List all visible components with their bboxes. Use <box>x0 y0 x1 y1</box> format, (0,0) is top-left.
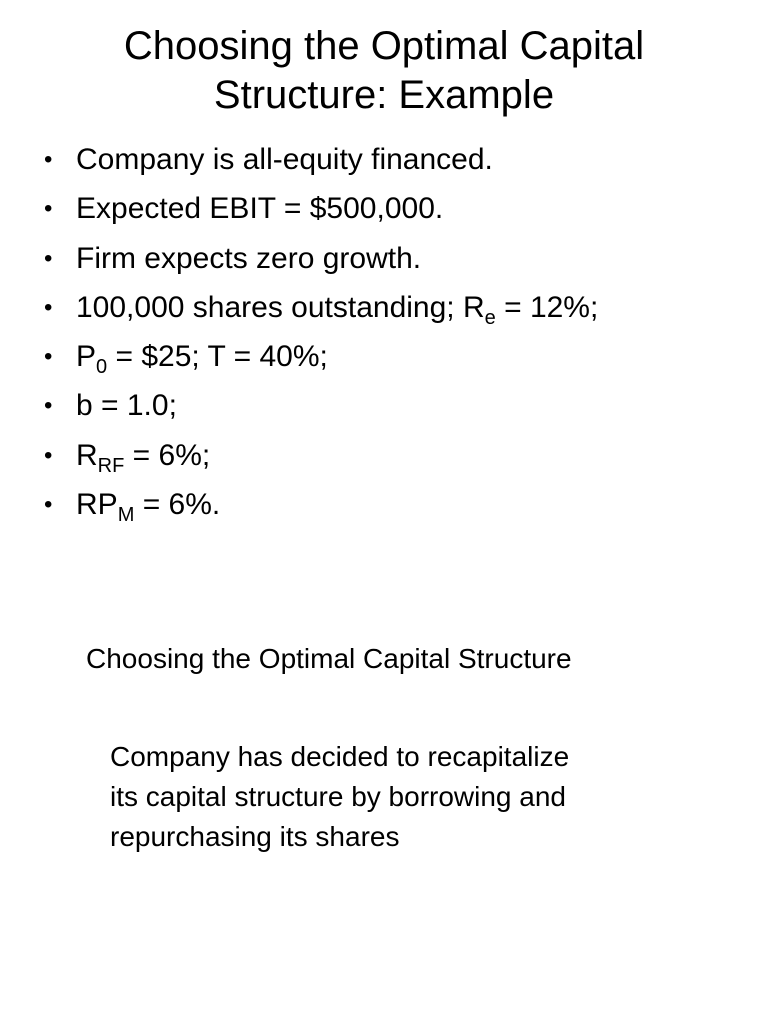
bullet-dot-icon: • <box>44 146 53 173</box>
bullet-text-tail: = 6%. <box>134 488 221 522</box>
bullet-item-ebit <box>44 186 598 235</box>
bullet-item-shares-cost-of-equity <box>44 285 598 334</box>
bullet-subscript: e <box>484 306 496 329</box>
bullet-text-main: RP <box>76 488 118 522</box>
recapitalization-paragraph <box>110 737 710 857</box>
bullet-subscript: M <box>117 504 135 527</box>
bullet-text: Expected EBIT = $500,000. <box>76 192 444 226</box>
bullet-item-all-equity <box>44 137 598 186</box>
bullet-subscript: 0 <box>96 356 108 379</box>
bullet-text-tail: = $25; T = 40%; <box>107 340 328 374</box>
bullet-item-zero-growth <box>44 236 598 285</box>
bullet-subscript: RF <box>97 454 125 477</box>
assumptions-bullet-list <box>44 137 598 531</box>
bullet-dot-icon: • <box>44 392 53 420</box>
bullet-text: Firm expects zero growth. <box>76 241 422 275</box>
bullet-text-tail: = 12%; <box>495 290 599 324</box>
bullet-item-risk-free-rate <box>44 433 598 482</box>
paragraph-line-3: repurchasing its shares <box>110 821 400 852</box>
bullet-item-beta <box>44 383 598 432</box>
slide-title-line-2: Structure: Example <box>213 73 555 117</box>
bullet-text-main: 100,000 shares outstanding; R <box>76 290 485 324</box>
bullet-text-main: P <box>76 340 97 374</box>
bullet-text: b = 1.0; <box>76 389 177 423</box>
bullet-dot-icon: • <box>44 244 53 272</box>
bullet-dot-icon: • <box>44 441 53 469</box>
bullet-item-price-tax <box>44 334 598 383</box>
bullet-dot-icon: • <box>44 293 53 321</box>
paragraph-line-1: Company has decided to recapitalize <box>110 741 570 772</box>
bullet-item-market-risk-premium <box>44 482 598 531</box>
bullet-dot-icon: • <box>44 195 53 223</box>
bullet-text: Company is all-equity financed. <box>76 143 493 176</box>
section-heading: Choosing the Optimal Capital Structure <box>86 643 572 674</box>
bullet-text-main: R <box>76 438 98 472</box>
bullet-dot-icon: • <box>44 343 53 371</box>
slide-title <box>0 22 768 120</box>
paragraph-line-2: its capital structure by borrowing and <box>110 781 566 812</box>
bullet-dot-icon: • <box>44 491 53 519</box>
slide-title-line-1: Choosing the Optimal Capital <box>123 24 645 68</box>
bullet-text-tail: = 6%; <box>124 438 211 472</box>
